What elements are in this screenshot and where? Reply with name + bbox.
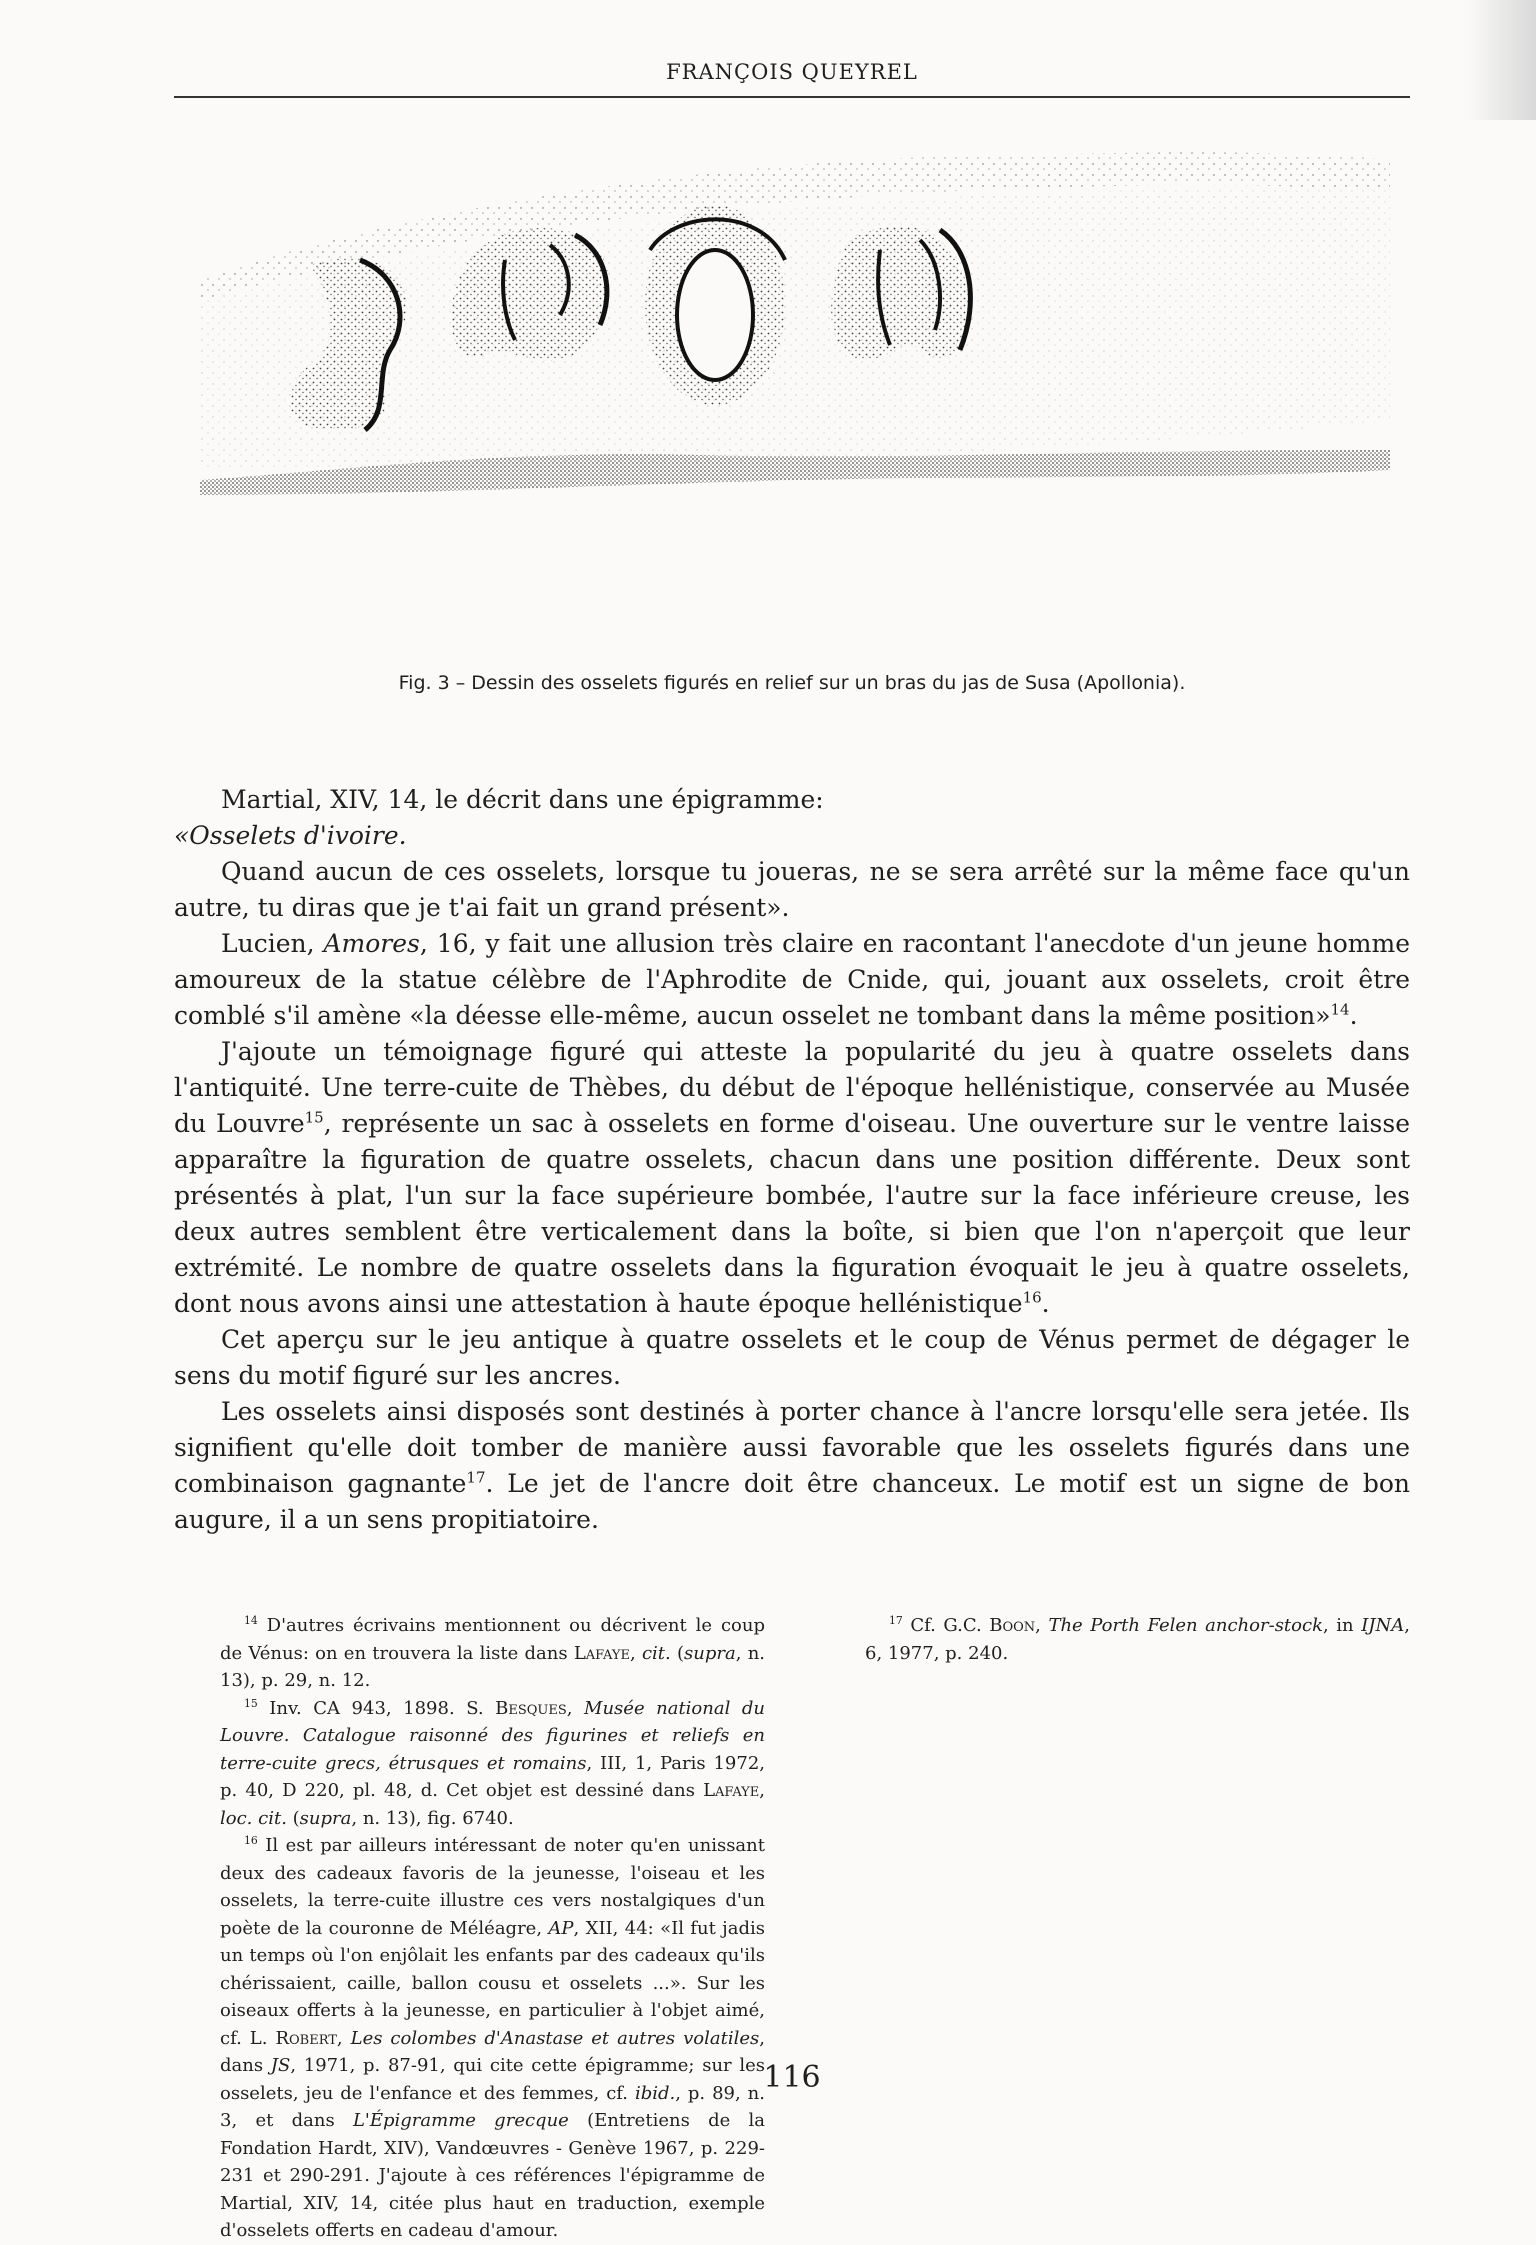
- italic-text: loc. cit.: [220, 1807, 287, 1829]
- footnotes-column-right: [865, 1612, 1410, 2245]
- footnote-number: 14: [244, 1614, 258, 1627]
- text-run: Lucien,: [221, 929, 324, 958]
- author-name: Boon: [989, 1615, 1036, 1636]
- text-run: J'ajoute un témoignage figuré qui atteste la popularité du jeu à quatre osselets dans l'antiquité. Une terre-cuite de Thèbes, du début de l'époque hellénistique, conservée au Musée du Louvre: [174, 1037, 1410, 1138]
- text-run: , XII, 44: «Il fut jadis un temps où l'on enjôlait les enfants par des cadeaux qu'ils chérissaient, caille, ballon cousu et osselets ...». Sur les oiseaux offerts à la jeunesse, en particulier à l'objet aimé, cf. L.: [220, 1917, 765, 2049]
- text-run: (Entretiens de la Fondation Hardt, XIV), Vandœuvres - Genève 1967, p. 229-231 et 290-291. J'ajoute à ces références l'épigramme de Martial, XIV, 14, citée plus haut en traduction, exemple d'osselets offerts en cadeau d'amour.: [220, 2110, 766, 2241]
- paragraph: [174, 1034, 1410, 1322]
- text-run: (: [286, 1807, 300, 1829]
- italic-text: ibid.: [634, 2082, 676, 2104]
- italic-text: «Osselets d'ivoire.: [174, 821, 407, 850]
- footnote-ref: 16: [1022, 1288, 1042, 1307]
- italic-text: AP: [548, 1917, 574, 1939]
- text-run: , 1971, p. 87-91, qui cite cette épigramme; sur les osselets, jeu de l'enfance et des femmes, cf.: [220, 2055, 765, 2104]
- italic-text: supra: [299, 1807, 352, 1829]
- text-run: . Le jet de l'ancre doit être chanceux. Le motif est un signe de bon augure, il a un sens propitiatoire.: [174, 1469, 1410, 1534]
- text-run: .: [1349, 1001, 1358, 1030]
- main-text: [174, 782, 1410, 1538]
- header-rule: [174, 96, 1410, 98]
- text-run: Les osselets ainsi disposés sont destinés à porter chance à l'ancre lorsqu'elle sera jetée. Ils signifient qu'elle doit tomber de manière aussi favorable que les osselets figurés dans une combinaison gagnante: [174, 1397, 1410, 1498]
- text-run: , in: [1323, 1615, 1362, 1636]
- knucklebone-3: [645, 205, 785, 405]
- footnotes-column-left: [220, 1612, 765, 2245]
- paragraph: [174, 926, 1410, 1034]
- text-run: (: [670, 1642, 685, 1664]
- footnote-17: [865, 1612, 1410, 1667]
- footnote-ref: 17: [466, 1468, 486, 1487]
- text-run: , dans: [220, 2027, 765, 2076]
- text-run: ,: [566, 1697, 585, 1719]
- page-number: 116: [763, 2060, 821, 2095]
- footnote-number: 17: [889, 1614, 903, 1627]
- scan-shadow: [1466, 0, 1536, 120]
- text-run: ,: [1035, 1615, 1049, 1636]
- footnote-ref: 14: [1330, 1000, 1350, 1019]
- paragraph: Quand aucun de ces osselets, lorsque tu joueras, ne se sera arrêté sur la même face qu'un autre, tu diras que je t'ai fait un grand présent».: [174, 857, 1410, 922]
- footnotes: [220, 1612, 1410, 2245]
- paragraph: [174, 818, 1410, 854]
- text-run: , III, 1, Paris 1972, p. 40, D 220, pl. 48, d. Cet objet est dessiné dans: [220, 1752, 766, 1801]
- paragraph: [174, 1394, 1410, 1538]
- italic-text: cit.: [641, 1642, 671, 1664]
- figure-caption: Fig. 3 – Dessin des osselets figurés en relief sur un bras du jas de Susa (Apollonia).: [398, 672, 1186, 694]
- figure-drawing: [200, 150, 1390, 650]
- text-run: , 16, y fait une allusion très claire en racontant l'anecdote d'un jeune homme amoureux de la statue célèbre de l'Aphrodite de Cnide, qui, jouant aux osselets, croit être comblé s'il amène «la déesse elle-même, aucun osselet ne tombant dans la même position»: [174, 929, 1411, 1030]
- footnote-15: [220, 1695, 765, 1833]
- text-run: .: [1041, 1289, 1050, 1318]
- text-run: ,: [759, 1780, 765, 1801]
- text-run: Cf. G.C.: [910, 1615, 990, 1636]
- text-run: ,: [336, 2027, 351, 2049]
- text-run: ,: [630, 1642, 642, 1664]
- text-run: , n. 13), p. 29, n. 12.: [220, 1642, 766, 1691]
- italic-text: IJNA: [1361, 1615, 1405, 1636]
- footnote-number: 16: [244, 1834, 258, 1847]
- italic-text: Amores: [323, 929, 420, 958]
- text-run: , n. 13), fig. 6740.: [351, 1807, 514, 1829]
- text-run: , 6, 1977, p. 240.: [865, 1615, 1410, 1664]
- author-name: Robert: [275, 2027, 337, 2049]
- italic-text: The Porth Felen anchor-stock: [1048, 1615, 1323, 1636]
- running-head-author: FRANÇOIS QUEYREL: [666, 60, 918, 84]
- footnote-14: [220, 1612, 765, 1695]
- footnote-number: 15: [244, 1696, 258, 1710]
- footnote-ref: 15: [304, 1108, 324, 1127]
- text-run: Il est par ailleurs intéressant de noter qu'en unissant deux des cadeaux favoris de la jeunesse, l'oiseau et les osselets, la terre-cuite illustre ces vers nostalgiques d'un poète de la couronne de Méléagre,: [220, 1835, 765, 1939]
- text-run: D'autres écrivains mentionnent ou décrivent le coup de Vénus: on en trouvera la liste dans: [220, 1615, 765, 1664]
- footnote-16: [220, 1832, 765, 2245]
- text-run: , p. 89, n. 3, et dans: [220, 2082, 765, 2131]
- italic-text: Les colombes d'Anastase et autres volatiles: [350, 2027, 760, 2049]
- author-name: Lafaye: [703, 1780, 760, 1801]
- italic-text: L'Épigramme grecque: [352, 2110, 569, 2131]
- italic-text: Musée national du Louvre. Catalogue raisonné des figurines et reliefs en terre-cuite grecs, étrusques et romains: [220, 1697, 765, 1774]
- italic-text: supra: [684, 1642, 736, 1664]
- text-run: , représente un sac à osselets en forme d'oiseau. Une ouverture sur le ventre laisse apparaître la figuration de quatre osselets, chacun dans une position différente. Deux sont présentés à plat, l'un sur la face supérieure bombée, l'autre sur la face inférieure creuse, les deux autres semblent être verticalement dans la boîte, si bien que l'on n'aperçoit que leur extrémité. Le nombre de quatre osselets dans la figuration évoquait le jeu à quatre osselets, dont nous avons ainsi une attestation à haute époque hellénistique: [174, 1109, 1410, 1318]
- author-name: Lafaye: [573, 1642, 630, 1664]
- paragraph: Martial, XIV, 14, le décrit dans une épigramme:: [221, 785, 824, 814]
- text-run: Inv. CA 943, 1898. S.: [269, 1697, 496, 1719]
- italic-text: JS: [270, 2055, 291, 2076]
- paragraph: Cet aperçu sur le jeu antique à quatre osselets et le coup de Vénus permet de dégager le sens du motif figuré sur les ancres.: [174, 1325, 1410, 1390]
- author-name: Besques: [495, 1697, 567, 1719]
